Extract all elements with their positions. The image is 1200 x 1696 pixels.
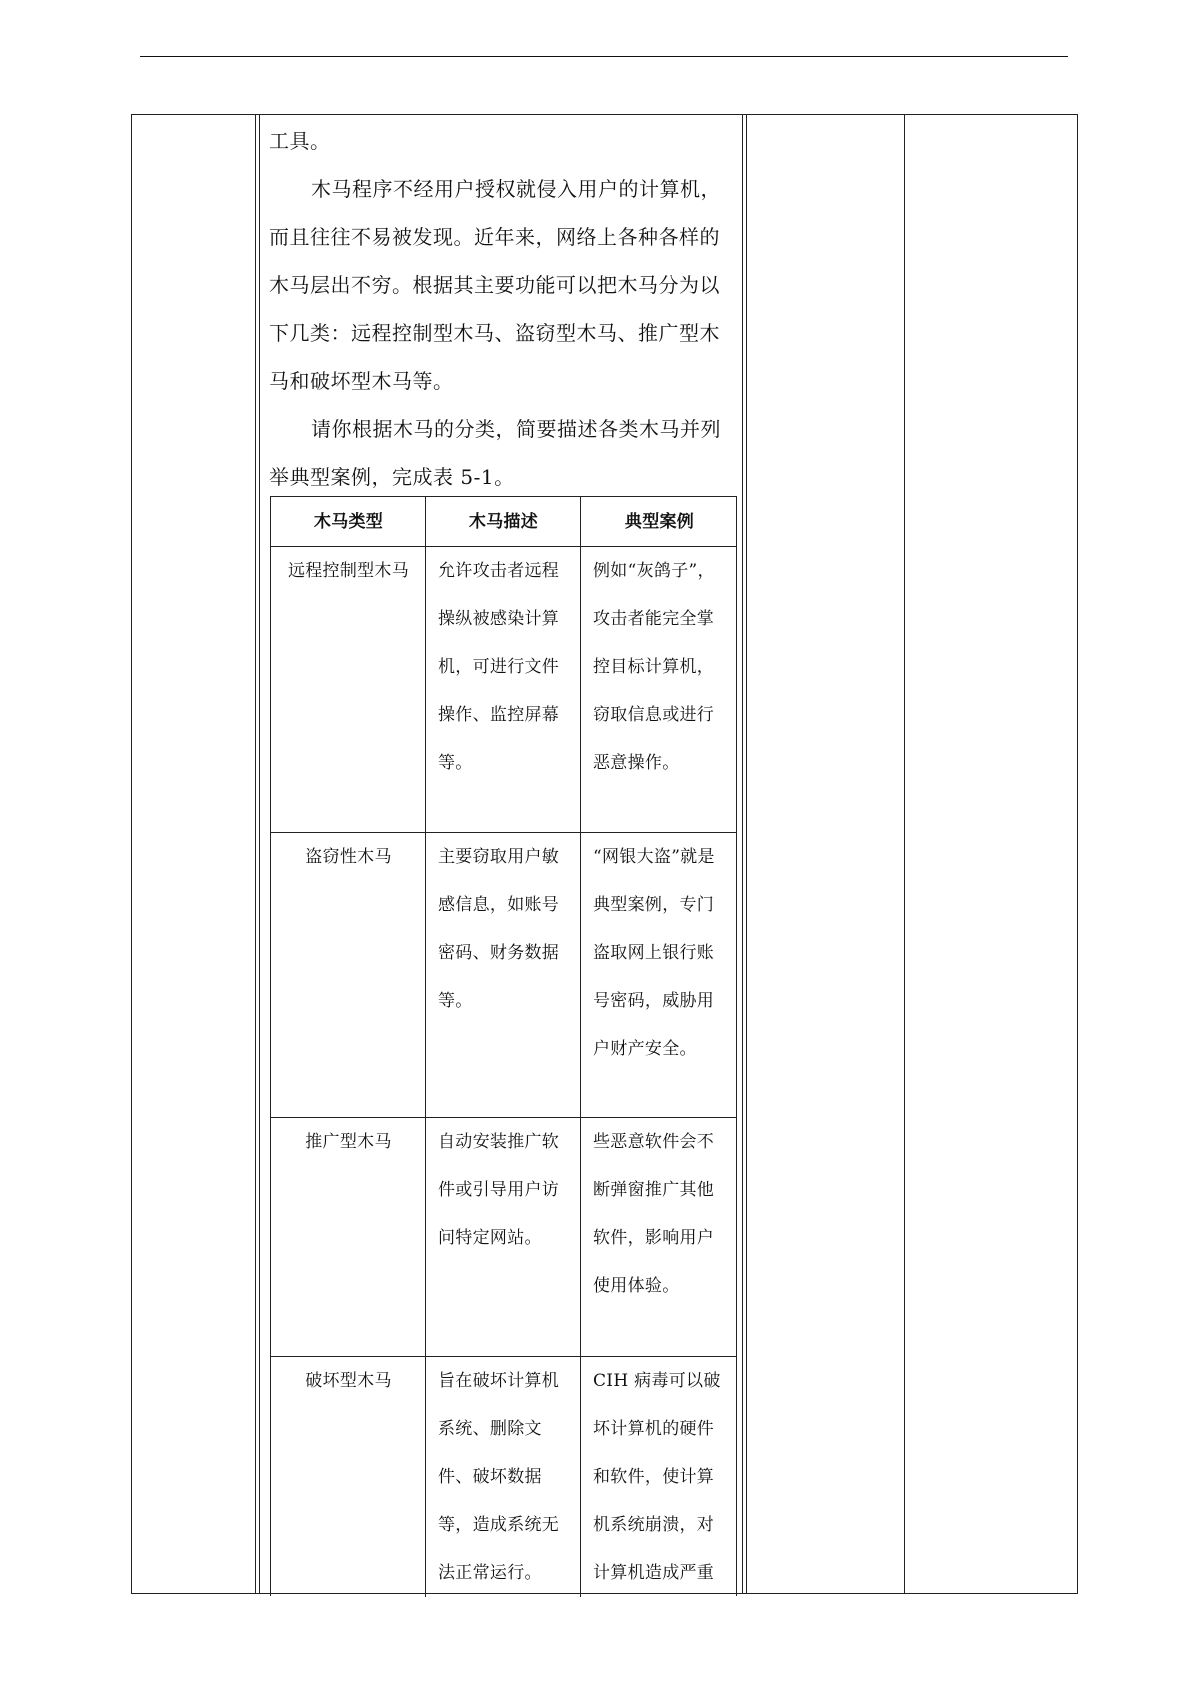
- cell-type: 破坏型木马: [305, 1371, 392, 1391]
- trojan-table: [270, 496, 737, 1596]
- cell-description: 旨在破坏计算机系统、删除文件、破坏数据等，造成系统无法正常运行。: [438, 1371, 560, 1583]
- paragraph: 工具。: [269, 129, 331, 153]
- table-row: [271, 1357, 736, 1597]
- column-header-description: 木马描述: [468, 512, 539, 532]
- cell-description: 允许攻击者远程操纵被感染计算机，可进行文件操作、监控屏幕等。: [438, 561, 560, 773]
- outer-col-divider: [742, 115, 743, 1593]
- cell-type: 推广型木马: [305, 1132, 392, 1152]
- outer-col-divider: [746, 115, 747, 1593]
- outer-col-divider: [255, 115, 256, 1593]
- cell-example: 些恶意软件会不断弹窗推广其他软件，影响用户使用体验。: [593, 1132, 715, 1296]
- table-row: [271, 547, 736, 833]
- table-row: [271, 1118, 736, 1357]
- outer-table: [131, 114, 1078, 1594]
- main-content-column: [260, 115, 742, 1593]
- cell-description: 自动安装推广软件或引导用户访问特定网站。: [438, 1132, 560, 1248]
- cell-description: 主要窃取用户敏感信息，如账号密码、财务数据等。: [438, 847, 560, 1011]
- cell-type: 盗窃性木马: [305, 847, 392, 867]
- paragraph: 请你根据木马的分类，简要描述各类木马并列举典型案例，完成表 5-1。: [269, 417, 721, 489]
- column-header-example: 典型案例: [624, 512, 695, 532]
- paragraph: 木马程序不经用户授权就侵入用户的计算机，而且往往不易被发现。近年来，网络上各种各样的木马层出不穷。根据其主要功能可以把木马分为以下几类：远程控制型木马、盗窃型木马、推广型木马和破坏型木马等。: [269, 177, 721, 393]
- cell-example: “网银大盗”就是典型案例，专门盗取网上银行账号密码，威胁用户财产安全。: [593, 847, 715, 1059]
- cell-example: CIH 病毒可以破坏计算机的硬件和软件，使计算机系统崩溃，对计算机造成严重: [593, 1371, 721, 1583]
- cell-type: 远程控制型木马: [287, 561, 410, 581]
- table-row: [271, 833, 736, 1118]
- outer-col-divider: [904, 115, 905, 1593]
- column-header-type: 木马类型: [313, 512, 384, 532]
- header-rule: [140, 56, 1068, 57]
- table-header-row: [271, 497, 736, 547]
- cell-example: 例如“灰鸽子”，攻击者能完全掌控目标计算机，窃取信息或进行恶意操作。: [593, 561, 715, 773]
